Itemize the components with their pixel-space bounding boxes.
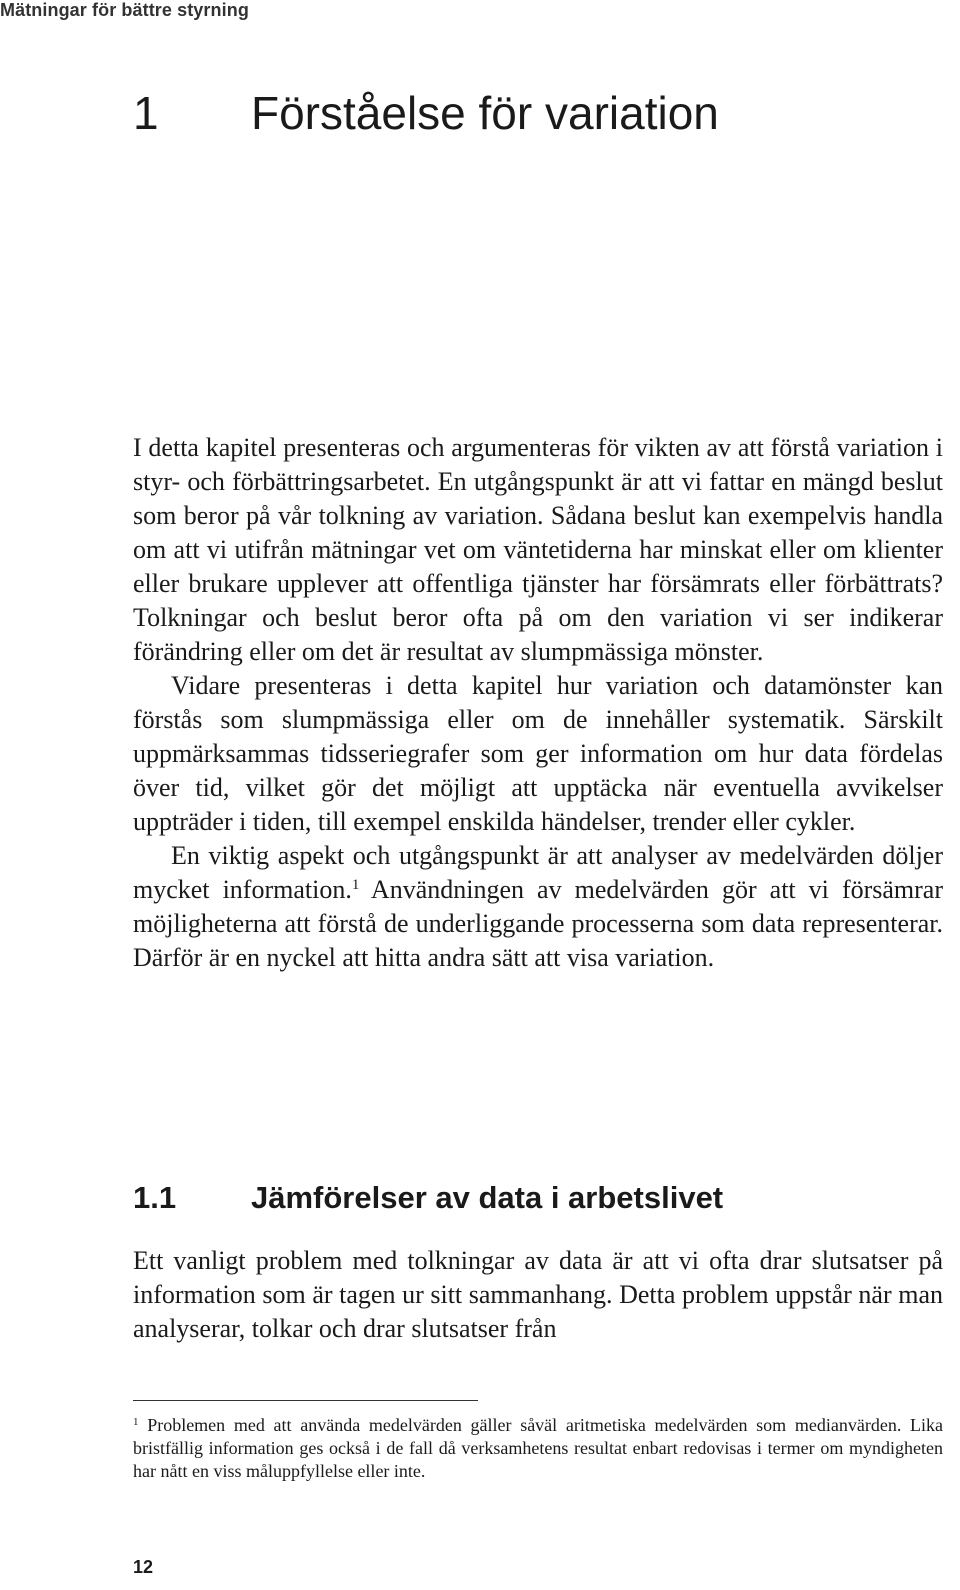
intro-paragraph-2: Vidare presenteras i detta kapitel hur variation och datamönster kan förstås som slumpmässiga eller om de innehåller systematik. Särskilt uppmärksammas tidsseriegrafer som ger information om hur data fördelas över tid, vilket gör det möjligt att upptäcka när eventuella avvikelser uppträder i tiden, till exempel enskilda händelser, trender eller cykler.	[133, 671, 943, 836]
intro-paragraph-3-part-1: En viktig aspekt och utgångspunkt är att analyser av medelvärden döljer mycket information.	[133, 841, 943, 904]
footnote-reference[interactable]: 1	[351, 877, 360, 893]
page-number: 12	[133, 1557, 154, 1577]
section-title-text: Jämförelser av data i arbetslivet	[251, 1180, 724, 1215]
intro-paragraph-3-part-2: Användningen av medelvärden gör att vi försämrar möjligheterna att förstå de underliggande processerna som data representerar. Därför är en nyckel att hitta andra sätt att visa variation.	[133, 875, 944, 972]
section-heading	[133, 1180, 723, 1216]
running-header: Mätningar för bättre styrning	[0, 0, 249, 20]
chapter-title	[133, 86, 719, 140]
footnote	[133, 1414, 943, 1483]
section-number: 1.1	[133, 1180, 177, 1215]
intro-text-block	[133, 431, 943, 975]
section-text-block	[133, 1244, 943, 1346]
footnote-divider	[133, 1400, 478, 1401]
intro-paragraph-3	[133, 839, 943, 975]
footnote-marker: 1	[133, 1416, 139, 1428]
intro-paragraph-1: I detta kapitel presenteras och argumenteras för vikten av att förstå variation i styr- och förbättringsarbetet. En utgångspunkt är att vi fattar en mängd beslut som beror på vår tolkning av variation. Sådana beslut kan exempelvis handla om att vi utifrån mätningar vet om väntetiderna har minskat eller om klienter eller brukare upplever att offentliga tjänster har försämrats eller förbättrats? Tolkningar och beslut beror ofta på om den variation vi ser indikerar förändring eller om det är resultat av slumpmässiga mönster.	[133, 433, 943, 666]
chapter-number: 1	[133, 87, 159, 139]
section-paragraph-1: Ett vanligt problem med tolkningar av data är att vi ofta drar slutsatser på information som är tagen ur sitt sammanhang. Detta problem uppstår när man analyserar, tolkar och drar slutsatser från	[133, 1246, 943, 1343]
footnote-text: Problemen med att använda medelvärden gäller såväl aritmetiska medelvärden som medianvärden. Lika bristfällig information ges också i de fall då verksamhetens resultat enbart redovisas i termer om myndigheten har nått en viss måluppfyllelse eller inte.	[133, 1415, 943, 1481]
chapter-title-text: Förståelse för variation	[251, 87, 719, 139]
